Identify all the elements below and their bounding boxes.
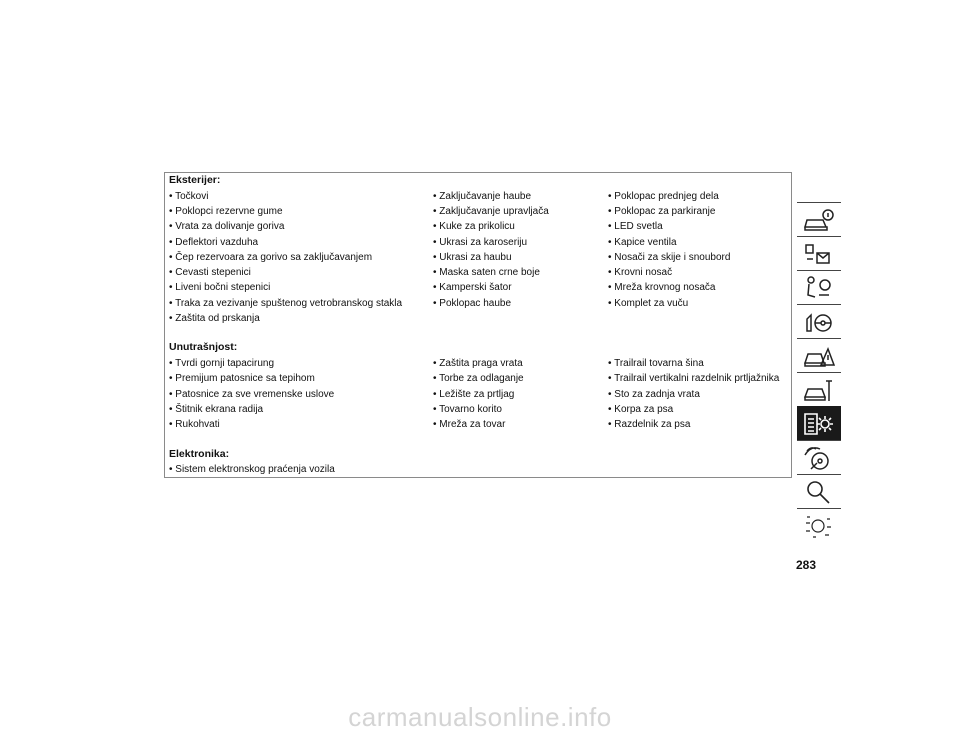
list-item: • Korpa za psa xyxy=(608,404,674,415)
languages-icon xyxy=(801,511,835,541)
list-item: • Trailrail tovarna šina xyxy=(608,358,704,369)
list-item: • Zaštita od prskanja xyxy=(169,313,260,324)
tab-warning-lights[interactable] xyxy=(797,236,841,271)
list-item: • Maska saten crne boje xyxy=(433,267,540,278)
safety-airbag-icon xyxy=(801,273,835,303)
emergency-icon xyxy=(801,341,835,371)
list-item: • Tvrdi gornji tapacirung xyxy=(169,358,275,369)
tab-specifications[interactable] xyxy=(797,406,841,441)
service-maintenance-icon xyxy=(801,375,835,405)
list-item: • Krovni nosač xyxy=(608,267,673,278)
interior-heading: Unutrašnjost: xyxy=(169,341,238,353)
tab-car-info[interactable] xyxy=(797,202,841,237)
starting-driving-icon xyxy=(801,307,835,337)
list-item: • Rukohvati xyxy=(169,419,220,430)
tab-index-search[interactable] xyxy=(797,474,841,509)
list-item: • Tovarno korito xyxy=(433,404,502,415)
list-item: • Mreža za tovar xyxy=(433,419,506,430)
list-item: • Mreža krovnog nosača xyxy=(608,282,716,293)
list-item: • Zaštita praga vrata xyxy=(433,358,523,369)
page-number: 283 xyxy=(796,558,817,572)
electronics-heading: Elektronika: xyxy=(169,448,230,460)
list-item: • Poklopac prednjeg dela xyxy=(608,191,719,202)
warning-lights-icon xyxy=(801,239,835,269)
list-item: • Ležište za prtljag xyxy=(433,389,515,400)
list-item: • Patosnice za sve vremenske uslove xyxy=(169,389,335,400)
list-item: • Poklopac za parkiranje xyxy=(608,206,716,217)
specifications-gear-icon xyxy=(801,409,835,439)
list-item: • Ukrasi za haubu xyxy=(433,252,512,263)
tab-languages[interactable] xyxy=(797,508,841,543)
list-item: • Kamperski šator xyxy=(433,282,512,293)
list-item: • Liveni bočni stepenici xyxy=(169,282,271,293)
list-item: • Premijum patosnice sa tepihom xyxy=(169,373,315,384)
list-item: • Razdelnik za psa xyxy=(608,419,691,430)
list-item: • Sto za zadnja vrata xyxy=(608,389,700,400)
list-item: • Poklopac haube xyxy=(433,298,512,309)
index-search-icon xyxy=(801,477,835,507)
multimedia-icon xyxy=(801,443,835,473)
list-item: • Zaključavanje upravljača xyxy=(433,206,549,217)
list-item: • Deflektori vazduha xyxy=(169,237,259,248)
exterior-heading: Eksterijer: xyxy=(169,174,221,186)
tab-service-maintenance[interactable] xyxy=(797,372,841,407)
watermark: carmanualsonline.info xyxy=(348,702,612,732)
list-item: • Ukrasi za karoseriju xyxy=(433,237,528,248)
tab-starting-driving[interactable] xyxy=(797,304,841,339)
accessories-table xyxy=(164,172,792,478)
list-item: • Trailrail vertikalni razdelnik prtljažnika xyxy=(608,373,780,384)
list-item: • Traka za vezivanje spuštenog vetrobranskog stakla xyxy=(169,298,403,309)
list-item: • Točkovi xyxy=(169,191,209,202)
list-item: • Torbe za odlaganje xyxy=(433,373,524,384)
list-item: • Čep rezervoara za gorivo sa zaključavanjem xyxy=(169,252,373,263)
list-item: • Cevasti stepenici xyxy=(169,267,251,278)
tab-multimedia[interactable] xyxy=(797,440,841,475)
list-item: • Nosači za skije i snoubord xyxy=(608,252,731,263)
tab-safety[interactable] xyxy=(797,270,841,305)
list-item: • Vrata za dolivanje goriva xyxy=(169,221,285,232)
tab-emergency[interactable] xyxy=(797,338,841,373)
list-item: • Kuke za prikolicu xyxy=(433,221,515,232)
list-item: • Zaključavanje haube xyxy=(433,191,532,202)
list-item: • Poklopci rezervne gume xyxy=(169,206,283,217)
list-item: • LED svetla xyxy=(608,221,663,232)
car-info-icon xyxy=(801,205,835,235)
list-item: • Štitnik ekrana radija xyxy=(169,404,264,415)
list-item: • Komplet za vuču xyxy=(608,298,689,309)
list-item: • Sistem elektronskog praćenja vozila xyxy=(169,464,335,475)
list-item: • Kapice ventila xyxy=(608,237,677,248)
